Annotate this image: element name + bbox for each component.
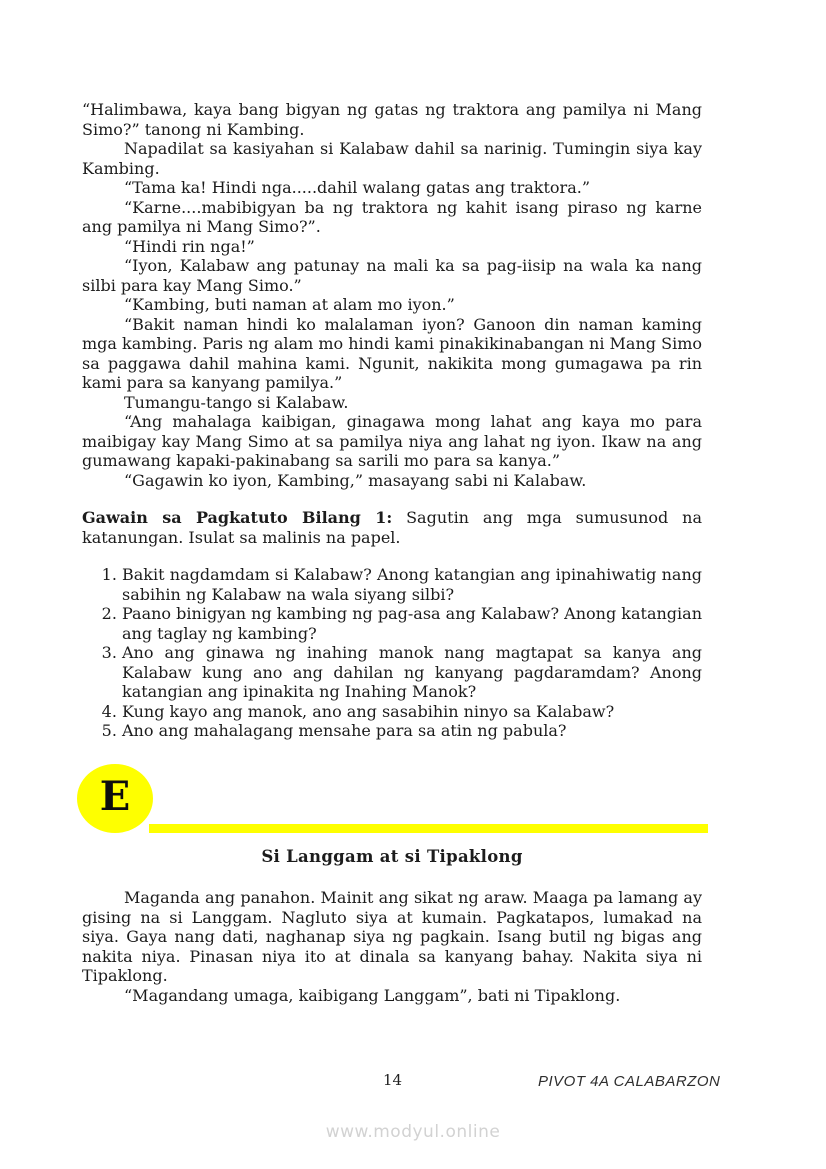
question-item: 5. Ano ang mahalagang mensahe para sa atin ng pabula? — [122, 721, 702, 741]
paragraph: “Halimbawa, kaya bang bigyan ng gatas ng traktora ang pamilya ni Mang Simo?” tanong ni Kambing. — [82, 100, 702, 139]
paragraph: “Tama ka! Hindi nga.....dahil walang gatas ang traktora.” — [124, 178, 591, 197]
paragraph: “Karne....mabibigyan ba ng traktora ng kahit isang piraso ng karne ang pamilya ni Mang Simo?”. — [82, 197, 702, 236]
question-list — [82, 565, 702, 741]
paragraph: “Iyon, Kalabaw ang patunay na mali ka sa pag-iisip na wala ka nang silbi para kay Mang Simo.” — [82, 256, 702, 295]
paragraph: “Ang mahalaga kaibigan, ginagawa mong lahat ang kaya mo para maibigay kay Mang Simo at sa pamilya niya ang lahat ng iyon. Ikaw na ang gumawang kapaki-pakinabang sa sarili mo para sa kanya.” — [82, 412, 702, 470]
paragraph: “Hindi rin nga!” — [124, 236, 255, 256]
section-letter: E — [99, 773, 131, 820]
activity-instruction-text: Sagutin ang mga sumusunod na katanungan. Isulat sa malinis na papel. — [82, 508, 702, 547]
paragraph: Maganda ang panahon. Mainit ang sikat ng araw. Maaga pa lamang ay gising na si Langgam. Nagluto siya at kumain. Pagkatapos, lumakad na siya. Gaya nang dati, naghanap siya ng pagkain. Isang butil ng bigas ang nakita niya. Pinasan niya ito at dinala sa kanyang bahay. Nakita siya ni Tipaklong. — [82, 888, 702, 985]
paragraph: “Bakit naman hindi ko malalaman iyon? Ganoon din naman kaming mga kambing. Paris ng alam mo hindi kami pinakikinabangan ni Mang Simo sa paggawa dahil mahina kami. Ngunit, nakikita mong gumagawa pa rin kami para sa kanyang pamilya.” — [82, 314, 702, 392]
question-item: 1. Bakit nagdamdam si Kalabaw? Anong katangian ang ipinahiwatig nang sabihin ng Kalabaw na wala siyang silbi? — [122, 565, 702, 604]
footer-brand: PIVOT 4A CALABARZON — [538, 1073, 721, 1090]
story-section — [82, 888, 702, 1005]
activity-label: Gawain sa Pagkatuto Bilang 1: — [82, 508, 393, 527]
question-item: 4. Kung kayo ang manok, ano ang sasabihin ninyo sa Kalabaw? — [122, 702, 702, 722]
paragraph: Tumangu-tango si Kalabaw. — [124, 392, 349, 412]
section-badge-circle — [77, 764, 153, 833]
paragraph: “Gagawin ko iyon, Kambing,” masayang sabi ni Kalabaw. — [124, 470, 587, 490]
paragraph: “Magandang umaga, kaibigang Langgam”, bati ni Tipaklong. — [124, 985, 621, 1005]
question-item: 3. Ano ang ginawa ng inahing manok nang magtapat sa kanya ang Kalabaw kung ano ang dahilan ng kanyang pagdaramdam? Anong katangian ang ipinakita ng Inahing Manok? — [122, 643, 702, 702]
story-title: Si Langgam at si Tipaklong — [261, 846, 523, 866]
paragraph: Napadilat sa kasiyahan si Kalabaw dahil sa narinig. Tumingin siya kay Kambing. — [82, 139, 702, 178]
question-item: 2. Paano binigyan ng kambing ng pag-asa ang Kalabaw? Anong katangian ang taglay ng kambing? — [122, 604, 702, 643]
watermark: www.modyul.online — [325, 1122, 501, 1142]
activity-instruction — [82, 508, 702, 547]
paragraph: “Kambing, buti naman at alam mo iyon.” — [124, 295, 455, 314]
section-divider-line — [149, 824, 708, 833]
page-number: 14 — [383, 1071, 403, 1089]
page-content — [82, 100, 702, 1005]
section-marker-row — [82, 764, 702, 834]
